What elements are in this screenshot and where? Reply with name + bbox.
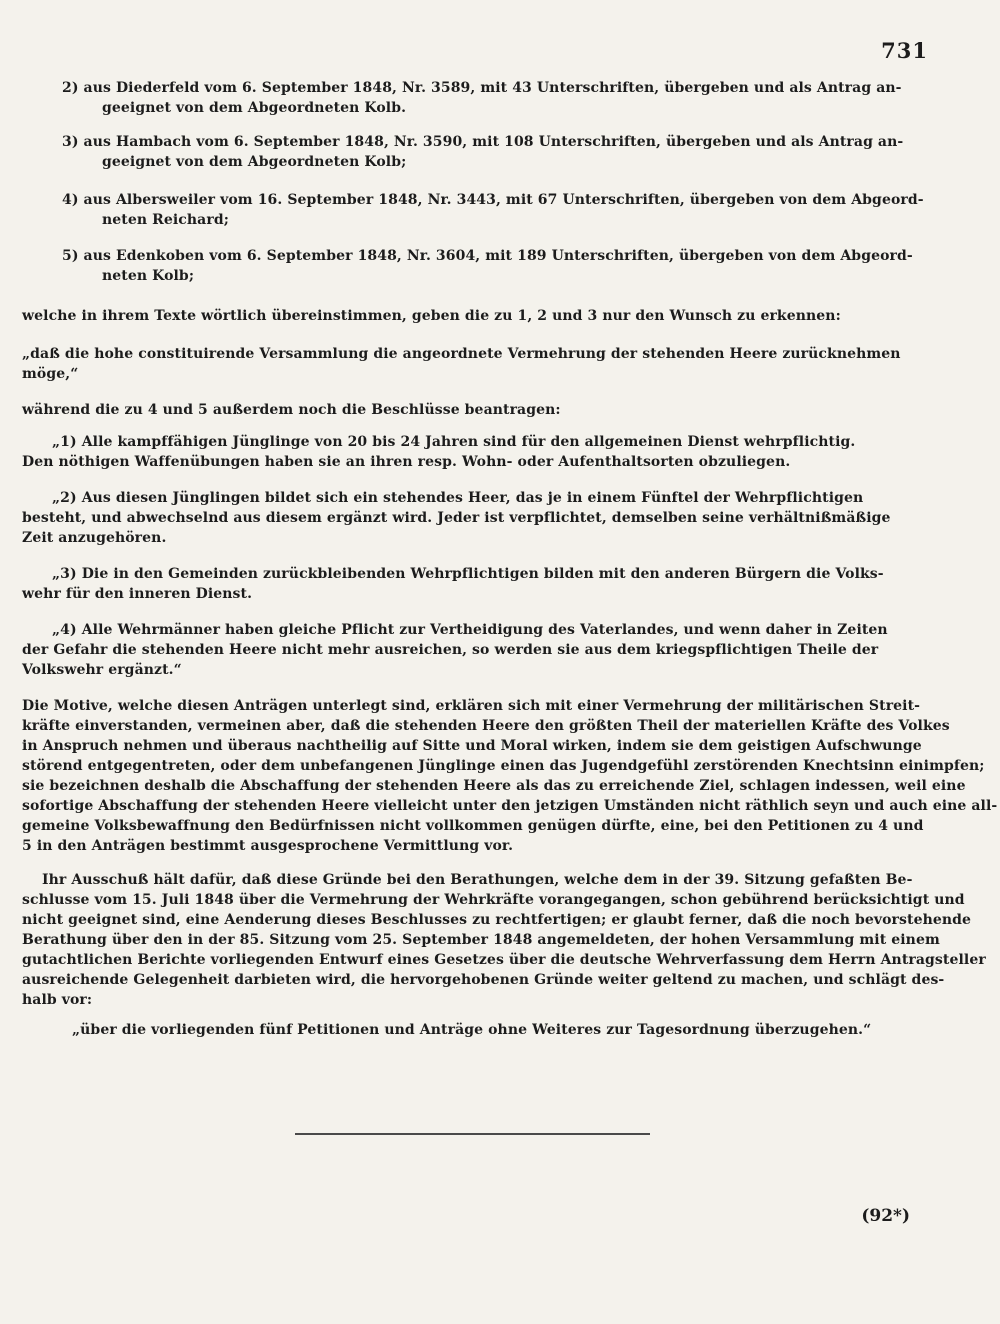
intro-sentence: welche in ihrem Texte wörtlich übereinstimmen, geben die zu 1, 2 und 3 nur den Wunsch zu erkennen: — [22, 308, 841, 324]
list-item-3-line-1: 3) aus Hambach vom 6. September 1848, Nr. 3590, mit 108 Unterschriften, übergeben und als Antrag an- — [62, 134, 904, 150]
proposal-2-line-3: Zeit anzugehören. — [22, 530, 167, 546]
committee-line-7: halb vor: — [22, 992, 93, 1008]
list-item-2-line-2: geeignet von dem Abgeordneten Kolb. — [102, 100, 407, 116]
signature-mark: (92*) — [861, 1206, 910, 1226]
list-item-4-line-1: 4) aus Albersweiler vom 16. September 1848, Nr. 3443, mit 67 Unterschriften, übergeben von dem Abgeord- — [62, 192, 924, 208]
quote-wish-line-2: möge,“ — [22, 366, 79, 382]
motives-line-6: sofortige Abschaffung der stehenden Heere vielleicht unter den jetzigen Umständen nicht räthlich seyn und auch eine all- — [22, 798, 998, 814]
quote-wish-line-1: „daß die hohe constituirende Versammlung die angeordnete Vermehrung der stehenden Heere zurücknehmen — [22, 346, 901, 362]
committee-line-1: Ihr Ausschuß hält dafür, daß diese Gründe bei den Berathungen, welche dem in der 39. Sitzung gefaßten Be- — [42, 872, 913, 888]
motives-line-1: Die Motive, welche diesen Anträgen unterlegt sind, erklären sich mit einer Vermehrung der militärischen Streit- — [22, 698, 921, 714]
proposal-3-line-2: wehr für den inneren Dienst. — [22, 586, 253, 602]
separator-rule — [295, 1133, 650, 1135]
committee-line-4: Berathung über den in der 85. Sitzung vom 25. September 1848 angemeldeten, der hohen Versammlung mit einem — [22, 932, 940, 948]
resolution-quote: „über die vorliegenden fünf Petitionen und Anträge ohne Weiteres zur Tagesordnung überzugehen.“ — [72, 1022, 872, 1038]
list-item-5-line-2: neten Kolb; — [102, 268, 195, 284]
motives-line-7: gemeine Volksbewaffnung den Bedürfnissen nicht vollkommen genügen dürfte, eine, bei den Petitionen zu 4 und — [22, 818, 924, 834]
motives-line-2: kräfte einverstanden, vermeinen aber, daß die stehenden Heere den größten Theil der materiellen Kräfte des Volkes — [22, 718, 950, 734]
proposal-3-line-1: „3) Die in den Gemeinden zurückbleibenden Wehrpflichtigen bilden mit den anderen Bürgern die Volks- — [52, 566, 884, 582]
motives-line-5: sie bezeichnen deshalb die Abschaffung der stehenden Heere als das zu erreichende Ziel, schlagen indessen, weil eine — [22, 778, 966, 794]
proposal-1-line-2: Den nöthigen Waffenübungen haben sie an ihren resp. Wohn- oder Aufenthaltsorten obzuliegen. — [22, 454, 791, 470]
committee-line-5: gutachtlichen Berichte vorliegenden Entwurf eines Gesetzes über die deutsche Wehrverfassung dem Herrn Antragsteller — [22, 952, 986, 968]
page-number: 731 — [881, 38, 928, 63]
proposal-2-line-2: besteht, und abwechselnd aus diesem ergänzt wird. Jeder ist verpflichtet, demselben seine verhältnißmäßige — [22, 510, 891, 526]
list-item-5-line-1: 5) aus Edenkoben vom 6. September 1848, Nr. 3604, mit 189 Unterschriften, übergeben von dem Abgeord- — [62, 248, 913, 264]
proposal-4-line-1: „4) Alle Wehrmänner haben gleiche Pflicht zur Vertheidigung des Vaterlandes, und wenn daher in Zeiten — [52, 622, 888, 638]
committee-line-6: ausreichende Gelegenheit darbieten wird, die hervorgehobenen Gründe weiter geltend zu machen, und schlägt des- — [22, 972, 945, 988]
motives-line-4: störend entgegentreten, oder dem unbefangenen Jünglinge einen das Jugendgefühl zerstörenden Knechtsinn einimpfen; — [22, 758, 985, 774]
proposal-4-line-3: Volkswehr ergänzt.“ — [22, 662, 182, 678]
list-item-3-line-2: geeignet von dem Abgeordneten Kolb; — [102, 154, 407, 170]
committee-line-2: schlusse vom 15. Juli 1848 über die Vermehrung der Wehrkräfte vorangegangen, schon gebührend berücksichtigt und — [22, 892, 965, 908]
list-item-4-line-2: neten Reichard; — [102, 212, 229, 228]
proposal-1-line-1: „1) Alle kampffähigen Jünglinge von 20 bis 24 Jahren sind für den allgemeinen Dienst wehrpflichtig. — [52, 434, 856, 450]
motives-line-8: 5 in den Anträgen bestimmt ausgesprochene Vermittlung vor. — [22, 838, 514, 854]
proposals-intro: während die zu 4 und 5 außerdem noch die Beschlüsse beantragen: — [22, 402, 561, 418]
proposal-2-line-1: „2) Aus diesen Jünglingen bildet sich ein stehendes Heer, das je in einem Fünftel der Wehrpflichtigen — [52, 490, 864, 506]
committee-line-3: nicht geeignet sind, eine Aenderung dieses Beschlusses zu rechtfertigen; er glaubt ferner, daß die noch bevorstehende — [22, 912, 972, 928]
proposal-4-line-2: der Gefahr die stehenden Heere nicht mehr ausreichen, so werden sie aus dem kriegspflichtigen Theile der — [22, 642, 879, 658]
motives-line-3: in Anspruch nehmen und überaus nachtheilig auf Sitte und Moral wirken, indem sie dem geistigen Aufschwunge — [22, 738, 922, 754]
list-item-2-line-1: 2) aus Diederfeld vom 6. September 1848, Nr. 3589, mit 43 Unterschriften, übergeben und als Antrag an- — [62, 80, 902, 96]
